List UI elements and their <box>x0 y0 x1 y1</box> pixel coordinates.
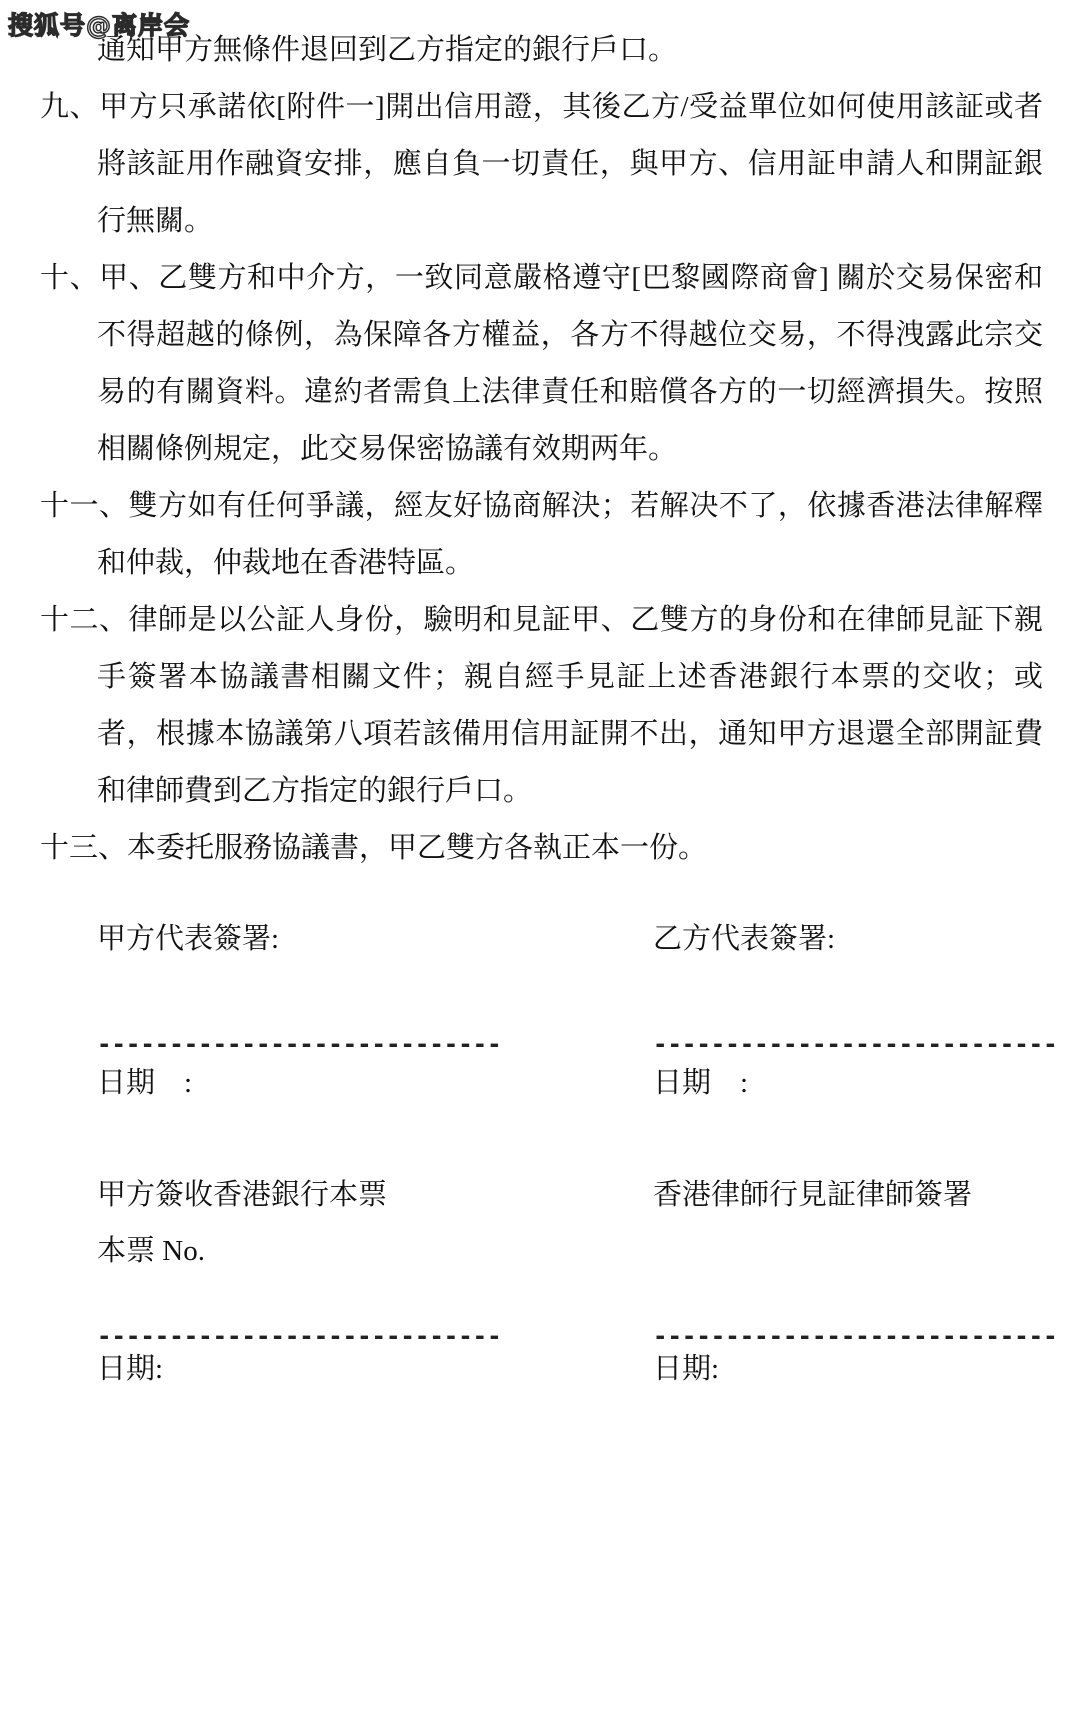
party-b-signature-line: ---------------------------- <box>653 1030 1058 1058</box>
party-a-receipt-signature-line: ---------------------------- <box>97 1322 502 1350</box>
party-a-receipt-label: 甲方簽收香港銀行本票 <box>97 1179 388 1211</box>
party-a-signature-line: ---------------------------- <box>97 1030 502 1058</box>
note-number-label: 本票 No. <box>97 1235 205 1267</box>
sohu-watermark: 搜狐号@离岸会 <box>8 11 191 40</box>
signature-labels-row <box>97 922 1043 956</box>
clause-9-number: 九、 <box>40 91 100 123</box>
receipt-labels-row <box>97 1178 1043 1212</box>
signature-line-row-2 <box>97 1322 1058 1350</box>
clause-11 <box>40 478 1043 592</box>
lawyer-witness-label: 香港律師行見証律師簽署 <box>653 1179 973 1211</box>
clause-9 <box>40 79 1043 250</box>
clause-11-text: 雙方如有任何爭議，經友好協商解決；若解决不了，依據香港法律解釋和仲裁，仲裁地在香港特區。 <box>97 490 1043 579</box>
party-b-signature-label: 乙方代表簽署: <box>653 923 836 955</box>
clause-8-continuation-line: 通知甲方無條件退回到乙方指定的銀行戶口。 <box>97 34 678 66</box>
clause-12-text: 律師是以公証人身份，驗明和見証甲、乙雙方的身份和在律師見証下親手簽署本協議書相關文件；親自經手見証上述香港銀行本票的交收；或者，根據本協議第八項若該備用信用証開不出，通知甲方退還全部開証費和律師費到乙方指定的銀行戶口。 <box>97 604 1043 807</box>
clause-13 <box>40 820 1043 877</box>
contract-body <box>40 22 1058 1386</box>
date-row-1 <box>97 1066 1043 1100</box>
clause-10 <box>40 250 1043 478</box>
clause-10-number: 十、 <box>40 262 100 294</box>
party-a-signature-label: 甲方代表簽署: <box>97 923 280 955</box>
date-row-2 <box>97 1352 1043 1386</box>
lawyer-signature-line: ---------------------------- <box>653 1322 1058 1350</box>
clause-13-text: 本委托服務協議書，甲乙雙方各執正本一份。 <box>127 832 708 864</box>
note-number-row <box>97 1234 1043 1268</box>
clause-9-text: 甲方只承諾依[附件一]開出信用證，其後乙方/受益單位如何使用該証或者將該証用作融資安排，應自負一切責任，與甲方、信用証申請人和開証銀行無關。 <box>97 91 1043 237</box>
receipt-date-label: 日期: <box>97 1353 164 1385</box>
lawyer-date-label: 日期: <box>653 1353 720 1385</box>
party-a-date-label: 日期 : <box>97 1067 193 1099</box>
clause-11-number: 十一、 <box>40 490 129 522</box>
clause-13-number: 十三、 <box>40 832 128 864</box>
party-b-date-label: 日期 : <box>653 1067 749 1099</box>
clause-12 <box>40 592 1043 820</box>
clause-10-text: 甲、乙雙方和中介方，一致同意嚴格遵守[巴黎國際商會] 關於交易保密和不得超越的條例，為保障各方權益，各方不得越位交易，不得洩露此宗交易的有關資料。違約者需負上法律責任和賠償各方的一切經濟損失。按照相關條例規定，此交易保密協議有效期两年。 <box>97 262 1043 465</box>
clause-12-number: 十二、 <box>40 604 129 636</box>
signature-line-row-1 <box>97 1030 1058 1058</box>
